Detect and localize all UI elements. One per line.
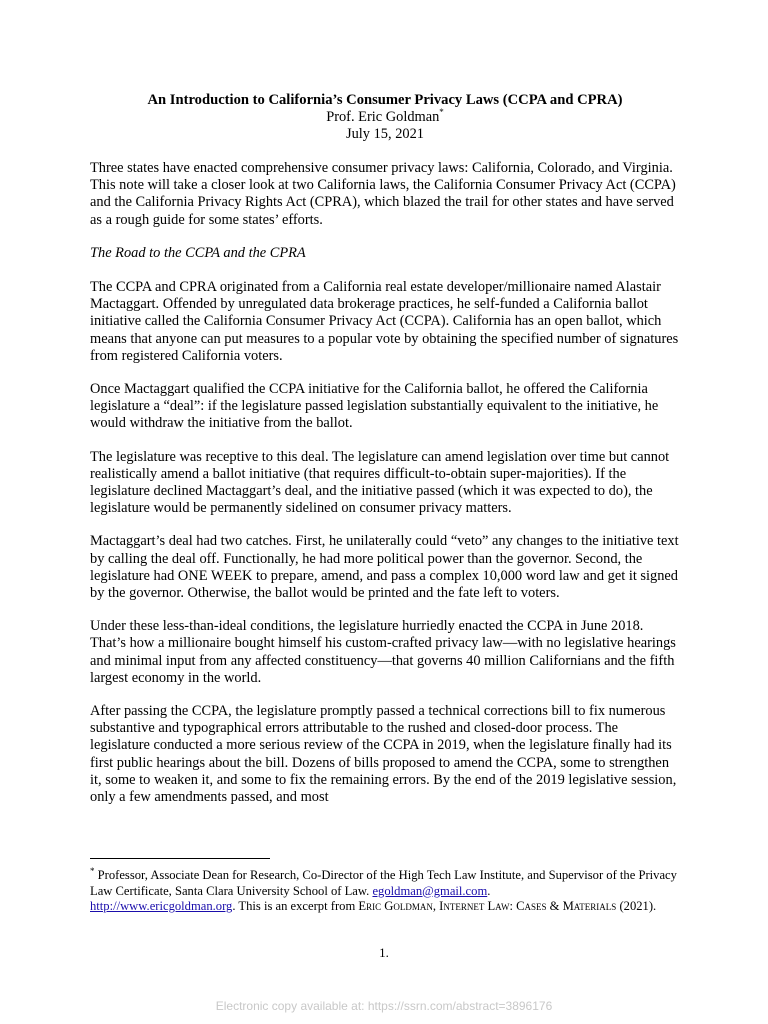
ssrn-watermark: Electronic copy available at: https://ssrn.com/abstract=3896176	[215, 999, 553, 1013]
body-paragraph: Under these less-than-ideal conditions, the legislature hurriedly enacted the CCPA in June 2018. That’s how a millionaire bought himself his custom-crafted privacy law—with no legislative hearings and minimal input from any affected constituency—that governs 40 million Californians and the fifth largest economy in the world.	[90, 618, 676, 686]
author-line	[90, 109, 680, 126]
footnote-excerpt-text: . This is an excerpt from	[232, 899, 356, 914]
book-year: (2021).	[619, 899, 657, 914]
body-paragraph: The CCPA and CPRA originated from a California real estate developer/millionaire named Alastair Mactaggart. Offended by unregulated data brokerage practices, he self-funded a California ballot initiative called the California Consumer Privacy Act (CCPA). California has an open ballot, which means that anyone can put measures to a popular vote by obtaining the specified number of signatures from registered California voters.	[90, 279, 679, 364]
author-footnote-mark: *	[439, 107, 444, 118]
book-title: Internet Law: Cases & Materials	[439, 899, 617, 914]
footnote-mark: *	[90, 865, 95, 876]
footnote	[90, 865, 686, 915]
body-paragraph: Mactaggart’s deal had two catches. First, he unilaterally could “veto” any changes to the initiative text by calling the deal off. Functionally, he had more political power than the governor. Second, the legislature had ONE WEEK to prepare, amend, and pass a complex 10,000 word law and get it signed by the governor. Otherwise, the ballot would be printed and the fate left to voters.	[90, 533, 679, 602]
body-paragraph: After passing the CCPA, the legislature promptly passed a technical corrections bill to fix numerous substantive and typographical errors attributable to the rushed and closed-door process. The legislature conducted a more serious review of the CCPA in 2019, when the legislature finally had its first public hearings about the bill. Dozens of bills proposed to amend the CCPA, some to strengthen it, some to weaken it, and some to fix the remaining errors. By the end of the 2019 legislative session, only a few amendments passed, and most	[90, 703, 677, 806]
intro-paragraph: Three states have enacted comprehensive consumer privacy laws: California, Colorado, and Virginia. This note will take a closer look at two California laws, the California Consumer Privacy Act (CCPA) and the California Privacy Rights Act (CPRA), which blazed the trail for other states and have served as a rough guide for some states’ efforts.	[90, 160, 676, 228]
page-number: 1.	[379, 945, 389, 960]
document-date: July 15, 2021	[346, 126, 424, 142]
document-page	[90, 92, 680, 822]
author-name: Prof. Eric Goldman	[326, 109, 440, 125]
section-heading: The Road to the CCPA and the CPRA	[90, 244, 306, 261]
website-link[interactable]: http://www.ericgoldman.org	[90, 899, 233, 914]
footnote-text: Professor, Associate Dean for Research, Co-Director of the High Tech Law Institute, and Supervisor of the Privacy Law Certificate, Santa Clara University School of Law.	[90, 868, 677, 898]
body-paragraph: The legislature was receptive to this deal. The legislature can amend legislation over time but cannot realistically amend a ballot initiative (that requires difficult-to-obtain super-majorities). If the legislature declined Mactaggart’s deal, and the initiative passed (which it was expected to do), the legislature would be permanently sidelined on consumer privacy matters.	[90, 448, 670, 517]
email-link[interactable]: egoldman@gmail.com	[372, 883, 488, 898]
body-paragraph: Once Mactaggart qualified the CCPA initiative for the California ballot, he offered the California legislature a “deal”: if the legislature passed legislation substantially equivalent to the initiative, he would withdraw the initiative from the ballot.	[90, 381, 659, 432]
book-author: Eric Goldman,	[358, 899, 436, 914]
footnote-punct: .	[487, 883, 491, 898]
footnote-divider	[90, 858, 270, 859]
document-title: An Introduction to California’s Consumer Privacy Laws (CCPA and CPRA)	[147, 92, 623, 108]
